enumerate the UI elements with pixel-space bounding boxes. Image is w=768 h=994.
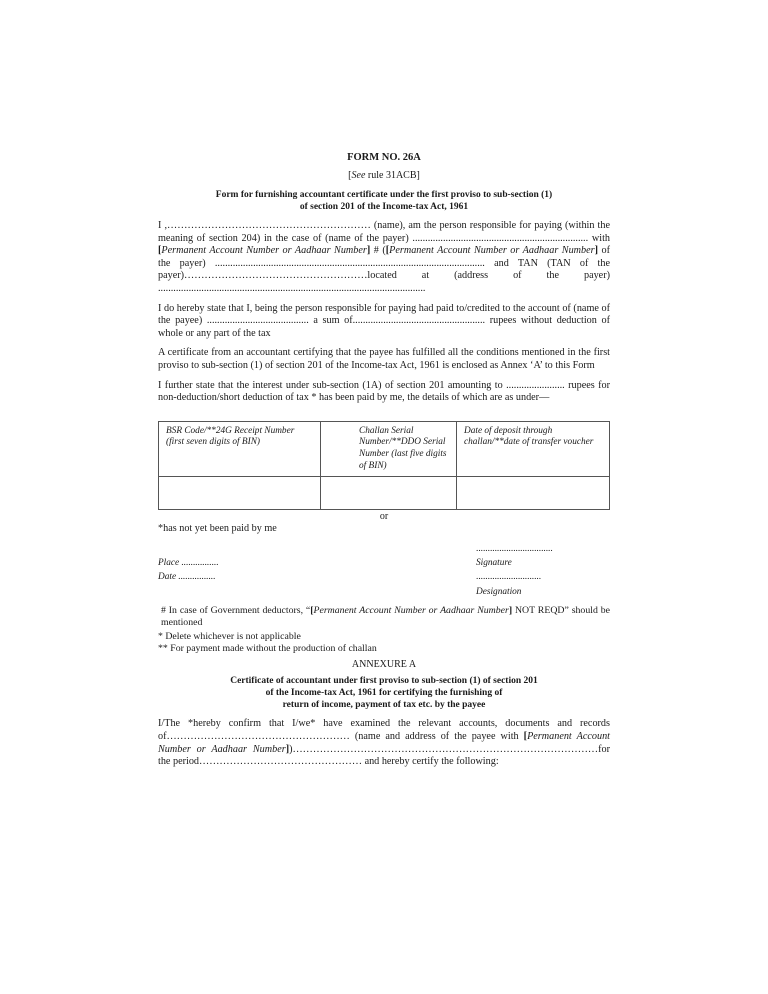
declaration-paragraph: [158, 220, 610, 296]
annexure-heading: [158, 675, 610, 711]
header-date-of-deposit: Date of deposit through challan/**date of transfer voucher: [457, 421, 610, 476]
rule-reference: [158, 170, 610, 181]
note-without-challan: ** For payment made without the production of challan: [158, 642, 377, 654]
or-separator: or: [379, 511, 389, 523]
rule-see: See: [351, 170, 366, 181]
annex-e: )………………………………………………………………………………for the period………………………………………… and hereby certify the following:: [158, 743, 610, 768]
note1-b: [: [310, 604, 314, 616]
header-challan-serial: Challan Serial Number/**DDO Serial Number (last five digits of BIN): [321, 421, 457, 476]
annexure-paragraph: [158, 718, 610, 768]
note1-e: NOT REQD” should be mentioned: [161, 604, 610, 629]
designation-row: [158, 587, 610, 601]
place-field[interactable]: Place ................: [158, 557, 219, 568]
note1-a: # In case of Government deductors, “: [161, 604, 311, 616]
form-heading-line1: Form for furnishing accountant certificate under the first proviso to sub-section (1): [215, 190, 553, 200]
interest-paragraph: I further state that the interest under sub-section (1A) of section 201 amounting to ....................... rupees for non-deduction/short deduction of tax * has been paid by me, the details of which are as under—: [158, 379, 610, 404]
decl-f: # (: [370, 245, 386, 257]
payment-details-table: [158, 421, 610, 510]
form-heading-line2: of section 201 of the Income-tax Act, 1961: [299, 202, 469, 212]
annex-b: [: [523, 730, 528, 742]
rule-rest: rule 31ACB]: [365, 170, 420, 181]
payment-paragraph: I do hereby state that I, being the person responsible for paying had paid to/credited to the account of (name of the payee) ........................................ a sum of.................................................... rupees without deduction of whole or any part of the tax: [158, 302, 610, 339]
decl-e: ]: [366, 245, 371, 257]
annex-d: ]: [285, 743, 290, 755]
designation-dots: ............................: [476, 571, 542, 582]
decl-g: [: [385, 245, 390, 257]
signature-dots-row: [158, 544, 610, 558]
date-field[interactable]: Date ................: [158, 571, 216, 582]
date-row: [158, 572, 610, 586]
cell-bsr-code[interactable]: [159, 477, 321, 510]
signature-label: Signature: [476, 557, 512, 568]
form-page: [158, 146, 610, 769]
signature-dots: .................................: [476, 543, 553, 554]
note1-d: ]: [508, 604, 513, 616]
decl-b: with: [591, 232, 610, 244]
note-delete: * Delete whichever is not applicable: [158, 630, 301, 642]
annexure-heading-line2: of the Income-tax Act, 1961 for certifying the furnishing of: [265, 688, 503, 699]
header-bsr-code: BSR Code/**24G Receipt Number (first seven digits of BIN): [159, 421, 321, 476]
note-government: [158, 605, 610, 630]
decl-k: and TAN (TAN of the payer)………………………………………………located at (address of the payer) .........................................................................................................: [158, 257, 611, 294]
designation-label: Designation: [476, 586, 522, 597]
table-header-row: [159, 421, 610, 476]
decl-h: Permanent Account Number or Aadhaar Number: [389, 245, 595, 257]
decl-c: [: [158, 245, 162, 257]
note1-c: Permanent Account Number or Aadhaar Number: [313, 604, 509, 616]
cell-date-of-deposit[interactable]: [457, 477, 610, 510]
decl-j: of the payer) ..........................................................................................................: [158, 245, 610, 269]
place-signature-row: [158, 558, 610, 572]
decl-a: I ,…………………………………………………… (name), am the person responsible for paying (within the meaning of section 204) in the case of (name of the payer) .....................................................................: [158, 220, 610, 244]
annexure-heading-line1: Certificate of accountant under first proviso to sub-section (1) of section 201: [230, 676, 538, 687]
decl-d: Permanent Account Number or Aadhaar Number: [161, 245, 367, 257]
not-paid-text: *has not yet been paid by me: [158, 523, 277, 535]
form-heading: [158, 189, 610, 213]
form-title: FORM NO. 26A: [347, 152, 421, 163]
annexure-title: ANNEXURE A: [351, 659, 417, 671]
table-row: [159, 477, 610, 510]
rule-open: [: [348, 170, 352, 181]
cell-challan-serial[interactable]: [321, 477, 457, 510]
annexure-heading-line3: return of income, payment of tax etc. by the payee: [282, 700, 486, 711]
annex-a: I/The *hereby confirm that I/we* have examined the relevant accounts, documents and records of……………………………………………… (name and address of the payee with: [158, 718, 610, 742]
annex-c: Permanent Account Number or Aadhaar Number: [158, 730, 610, 755]
certificate-paragraph: A certificate from an accountant certifying that the payee has fulfilled all the conditions mentioned in the first proviso to sub-section (1) of section 201 of the Income-tax Act, 1961 is enclosed as Annex ‘A’ to this Form: [158, 347, 610, 371]
decl-i: ]: [594, 245, 599, 257]
